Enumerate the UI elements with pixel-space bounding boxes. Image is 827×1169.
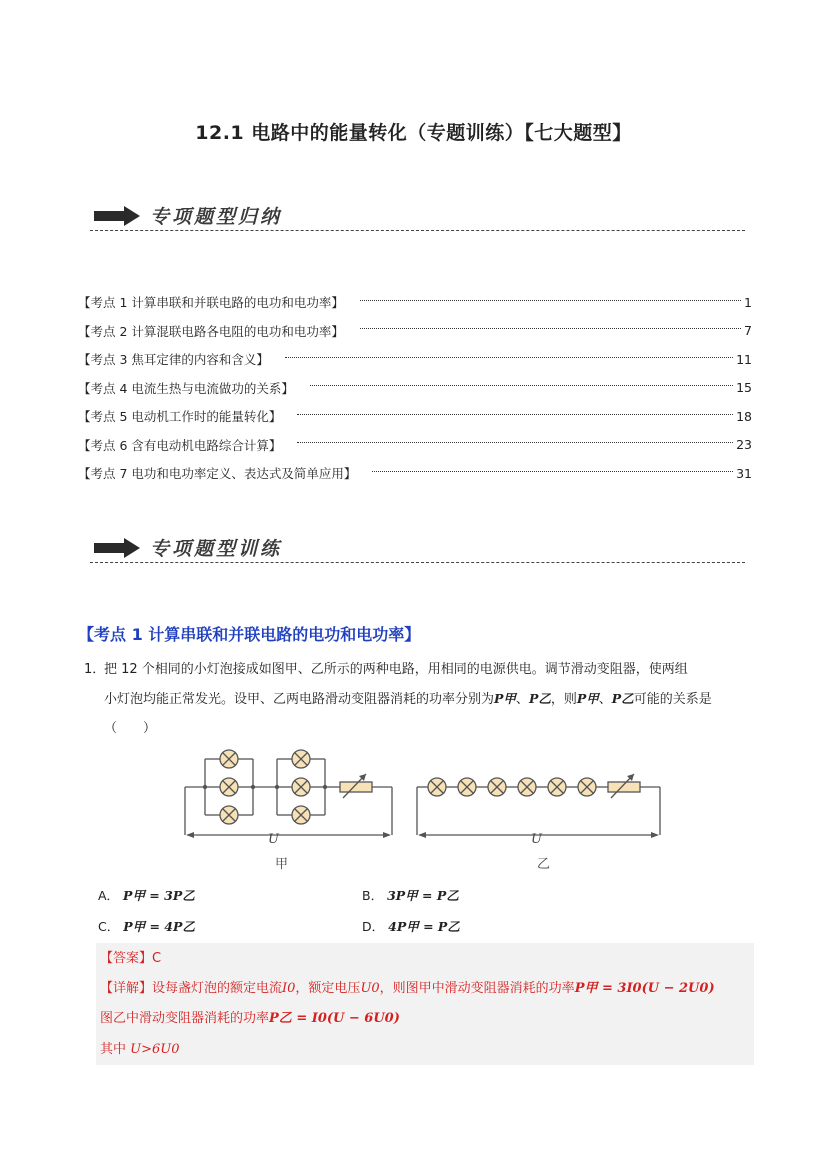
page-title: 12.1 电路中的能量转化（专题训练）【七大题型】 xyxy=(195,122,632,144)
toc-page: 15 xyxy=(736,380,752,396)
answer-blank: （ ） xyxy=(104,721,157,736)
banner-divider xyxy=(90,230,745,231)
option-b[interactable]: B． 3P甲 = P乙 xyxy=(362,888,459,903)
bulb-icon xyxy=(220,806,238,824)
toc-label: 【考点 7 电功和电功率定义、表达式及简单应用】 xyxy=(78,466,357,482)
p-yi: P乙 xyxy=(528,691,551,706)
toc-leader xyxy=(310,385,733,386)
toc-page: 7 xyxy=(744,323,752,339)
bulb-icon xyxy=(220,750,238,768)
toc-label: 【考点 5 电动机工作时的能量转化】 xyxy=(78,409,282,425)
toc-leader xyxy=(285,357,733,358)
summary-banner xyxy=(90,200,745,236)
toc-row[interactable] xyxy=(78,374,752,403)
question-1 xyxy=(84,655,754,743)
toc-row[interactable] xyxy=(78,345,752,374)
p-jia: P甲 xyxy=(494,691,516,706)
detail-line: 其中 U>6U0 xyxy=(100,1042,180,1057)
option-c[interactable]: C． P甲 = 4P乙 xyxy=(98,919,195,934)
toc-label: 【考点 4 电流生热与电流做功的关系】 xyxy=(78,380,294,396)
toc-leader xyxy=(372,471,733,472)
question-line: 把 12 个相同的小灯泡接成如图甲、乙所示的两种电路，用相同的电源供电。调节滑动变阻器，使两组 xyxy=(104,662,688,677)
toc-leader xyxy=(360,300,741,301)
option-d[interactable]: D． 4P甲 = P乙 xyxy=(362,919,460,934)
figure-caption-yi: 乙 xyxy=(537,857,551,872)
circuit-jia-diagram xyxy=(180,740,400,840)
bulb-icon xyxy=(458,778,476,796)
banner-divider xyxy=(90,562,745,563)
figure-caption-jia: 甲 xyxy=(275,857,289,872)
toc-label: 【考点 3 焦耳定律的内容和含义】 xyxy=(78,352,269,368)
bulb-icon xyxy=(518,778,536,796)
section-heading: 【考点 1 计算串联和并联电路的电功和电功率】 xyxy=(78,625,421,644)
bulb-icon xyxy=(578,778,596,796)
answer-box xyxy=(96,943,754,1065)
table-of-contents xyxy=(78,288,752,488)
toc-label: 【考点 6 含有电动机电路综合计算】 xyxy=(78,437,282,453)
toc-page: 31 xyxy=(736,465,752,481)
question-line: 小灯泡均能正常发光。设甲、乙两电路滑动变阻器消耗的功率分别为P甲、P乙，则P甲、P乙可能的关系是 xyxy=(104,691,712,707)
toc-leader xyxy=(297,442,733,443)
toc-leader xyxy=(360,328,741,329)
summary-banner-label: 专项题型归纳 xyxy=(150,206,283,228)
bulb-icon xyxy=(488,778,506,796)
toc-label: 【考点 2 计算混联电路各电阻的电功和电功率】 xyxy=(78,323,344,339)
bulb-icon xyxy=(292,750,310,768)
detail-line: 图乙中滑动变阻器消耗的功率P乙 = I0(U − 6U0) xyxy=(100,1011,400,1026)
toc-page: 11 xyxy=(736,351,752,367)
toc-row[interactable] xyxy=(78,402,752,431)
toc-row[interactable] xyxy=(78,317,752,346)
training-banner-label: 专项题型训练 xyxy=(150,538,283,560)
circuit-yi-diagram xyxy=(412,740,667,840)
toc-label: 【考点 1 计算串联和并联电路的电功和电功率】 xyxy=(78,295,344,311)
bulb-icon xyxy=(220,778,238,796)
voltage-label: U xyxy=(268,832,279,847)
toc-row[interactable] xyxy=(78,288,752,317)
bulb-icon xyxy=(292,806,310,824)
option-a[interactable]: A． P甲 = 3P乙 xyxy=(98,888,195,903)
toc-page: 23 xyxy=(736,437,752,453)
training-banner xyxy=(90,532,745,568)
bulb-icon xyxy=(428,778,446,796)
question-number: 1． xyxy=(84,662,106,677)
detail-line: 【详解】设每盏灯泡的额定电流I0，额定电压U0，则图甲中滑动变阻器消耗的功率P甲 = 3I0(U − 2U0) xyxy=(100,981,715,996)
voltage-label: U xyxy=(531,832,542,847)
toc-row[interactable] xyxy=(78,459,752,488)
answer-line: 【答案】C xyxy=(100,951,162,966)
toc-row[interactable] xyxy=(78,431,752,460)
toc-page: 18 xyxy=(736,408,752,424)
bulb-icon xyxy=(292,778,310,796)
arrow-icon xyxy=(94,538,142,558)
toc-leader xyxy=(297,414,733,415)
toc-page: 1 xyxy=(744,294,752,310)
bulb-icon xyxy=(548,778,566,796)
arrow-icon xyxy=(94,206,142,226)
